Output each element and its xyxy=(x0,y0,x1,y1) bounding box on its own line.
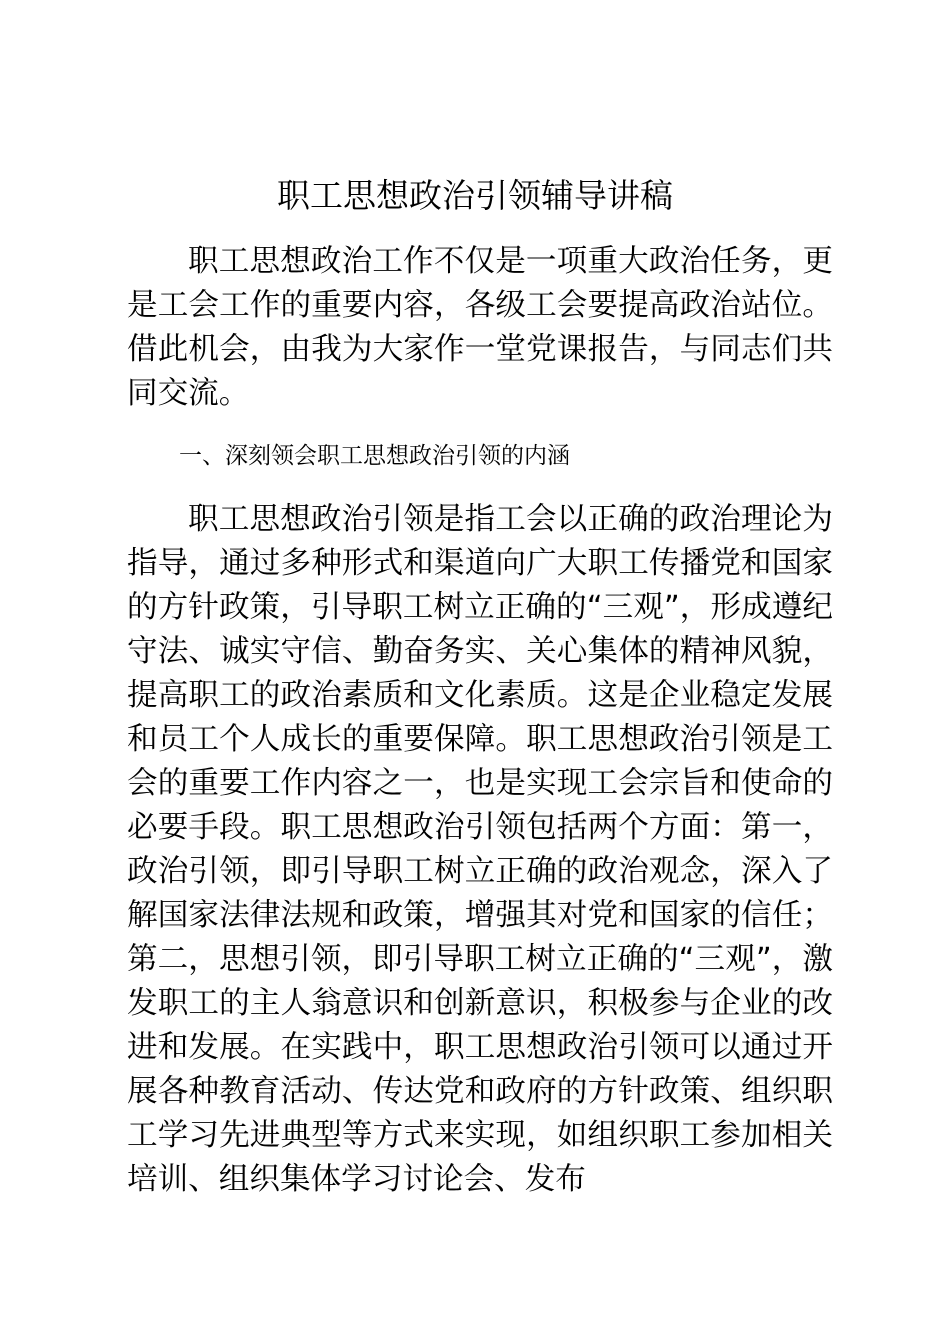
section-body-paragraph: 职工思想政治引领是指工会以正确的政治理论为指导，通过多种形式和渠道向广大职工传播党和国家的方针政策，引导职工树立正确的“三观”，形成遵纪守法、诚实守信、勤奋务实、关心集体的精神风貌，提高职工的政治素质和文化素质。这是企业稳定发展和员工个人成长的重要保障。职工思想政治引领是工会的重要工作内容之一，也是实现工会宗旨和使命的必要手段。职工思想政治引领包括两个方面：第一，政治引领，即引导职工树立正确的政治观念，深入了解国家法律法规和政策，增强其对党和国家的信任；第二，思想引领，即引导职工树立正确的“三观”，激发职工的主人翁意识和创新意识，积极参与企业的改进和发展。在实践中，职工思想政治引领可以通过开展各种教育活动、传达党和政府的方针政策、组织职工学习先进典型等方式来实现，如组织职工参加相关培训、组织集体学习讨论会、发布 xyxy=(127,502,833,1197)
intro-paragraph: 职工思想政治工作不仅是一项重大政治任务，更是工会工作的重要内容，各级工会要提高政治站位。借此机会，由我为大家作一堂党课报告，与同志们共同交流。 xyxy=(127,244,833,411)
document-title: 职工思想政治引领辅导讲稿 xyxy=(277,176,673,215)
section-heading: 一、深刻领会职工思想政治引领的内涵 xyxy=(179,443,570,469)
